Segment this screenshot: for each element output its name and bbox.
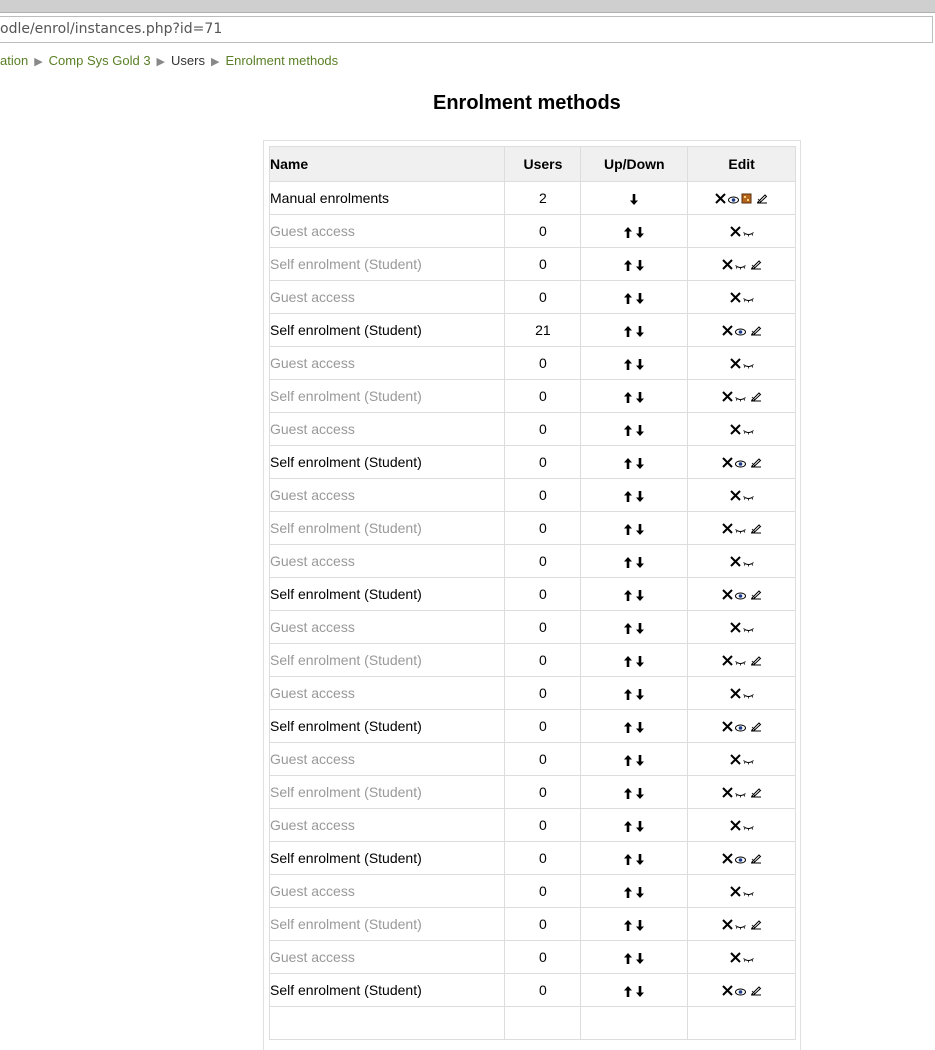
users-count: 0 bbox=[505, 809, 581, 842]
eye-icon[interactable] bbox=[735, 455, 746, 471]
arrow-down-icon[interactable] bbox=[634, 553, 646, 569]
breadcrumb bbox=[0, 53, 338, 68]
arrow-down-icon[interactable] bbox=[634, 718, 646, 734]
edit-cell bbox=[688, 677, 796, 710]
arrow-up-icon[interactable] bbox=[622, 586, 634, 602]
arrow-up-icon[interactable] bbox=[622, 652, 634, 668]
delete-icon[interactable] bbox=[730, 752, 741, 768]
table-row bbox=[270, 479, 796, 512]
settings-edit-icon[interactable] bbox=[750, 389, 762, 405]
delete-icon[interactable] bbox=[730, 884, 741, 900]
delete-icon[interactable] bbox=[722, 323, 733, 339]
delete-icon[interactable] bbox=[722, 455, 733, 471]
method-name: Self enrolment (Student) bbox=[270, 512, 505, 545]
updown-cell bbox=[581, 413, 688, 446]
eye-closed-icon[interactable] bbox=[743, 818, 754, 834]
breadcrumb-item-administration[interactable]: ation bbox=[0, 53, 29, 68]
arrow-down-icon[interactable] bbox=[628, 190, 640, 206]
users-count: 0 bbox=[505, 413, 581, 446]
table-row bbox=[270, 743, 796, 776]
arrow-up-icon[interactable] bbox=[622, 553, 634, 569]
arrow-down-icon[interactable] bbox=[634, 949, 646, 965]
users-count: 0 bbox=[505, 512, 581, 545]
edit-cell bbox=[688, 215, 796, 248]
delete-icon[interactable] bbox=[722, 983, 733, 999]
edit-cell bbox=[688, 1007, 796, 1040]
table-row bbox=[270, 1007, 796, 1040]
table-row bbox=[270, 281, 796, 314]
settings-edit-icon[interactable] bbox=[750, 587, 762, 603]
eye-closed-icon[interactable] bbox=[735, 653, 746, 669]
users-count: 0 bbox=[505, 545, 581, 578]
arrow-down-icon[interactable] bbox=[634, 916, 646, 932]
settings-edit-icon[interactable] bbox=[756, 191, 768, 207]
eye-closed-icon[interactable] bbox=[743, 290, 754, 306]
users-count: 2 bbox=[505, 182, 581, 215]
settings-edit-icon[interactable] bbox=[750, 719, 762, 735]
table-header-row bbox=[270, 147, 796, 182]
delete-icon[interactable] bbox=[715, 191, 726, 207]
settings-edit-icon[interactable] bbox=[750, 455, 762, 471]
table-row bbox=[270, 809, 796, 842]
edit-cell bbox=[688, 446, 796, 479]
users-count: 0 bbox=[505, 611, 581, 644]
arrow-up-icon[interactable] bbox=[622, 388, 634, 404]
arrow-up-icon[interactable] bbox=[622, 982, 634, 998]
table-row bbox=[270, 842, 796, 875]
table-row bbox=[270, 512, 796, 545]
edit-cell bbox=[688, 281, 796, 314]
method-name: Self enrolment (Student) bbox=[270, 908, 505, 941]
method-name: Self enrolment (Student) bbox=[270, 446, 505, 479]
method-name: Self enrolment (Student) bbox=[270, 578, 505, 611]
users-count: 0 bbox=[505, 281, 581, 314]
updown-cell bbox=[581, 776, 688, 809]
table-row bbox=[270, 545, 796, 578]
users-count: 0 bbox=[505, 380, 581, 413]
delete-icon[interactable] bbox=[730, 422, 741, 438]
settings-edit-icon[interactable] bbox=[750, 257, 762, 273]
eye-closed-icon[interactable] bbox=[743, 224, 754, 240]
updown-cell bbox=[581, 644, 688, 677]
delete-icon[interactable] bbox=[722, 851, 733, 867]
arrow-down-icon[interactable] bbox=[634, 817, 646, 833]
delete-icon[interactable] bbox=[730, 356, 741, 372]
table-row bbox=[270, 908, 796, 941]
delete-icon[interactable] bbox=[722, 785, 733, 801]
delete-icon[interactable] bbox=[722, 719, 733, 735]
updown-cell bbox=[581, 314, 688, 347]
eye-icon[interactable] bbox=[728, 191, 739, 207]
eye-closed-icon[interactable] bbox=[743, 488, 754, 504]
table-row bbox=[270, 776, 796, 809]
eye-closed-icon[interactable] bbox=[743, 950, 754, 966]
table-row bbox=[270, 578, 796, 611]
edit-cell bbox=[688, 314, 796, 347]
arrow-down-icon[interactable] bbox=[634, 883, 646, 899]
updown-cell bbox=[581, 182, 688, 215]
eye-closed-icon[interactable] bbox=[735, 917, 746, 933]
edit-cell bbox=[688, 842, 796, 875]
arrow-up-icon[interactable] bbox=[622, 322, 634, 338]
breadcrumb-item-users: Users bbox=[171, 53, 205, 68]
table-row bbox=[270, 215, 796, 248]
updown-cell bbox=[581, 347, 688, 380]
arrow-up-icon[interactable] bbox=[622, 916, 634, 932]
method-name: Self enrolment (Student) bbox=[270, 644, 505, 677]
table-row bbox=[270, 611, 796, 644]
edit-cell bbox=[688, 413, 796, 446]
users-count: 0 bbox=[505, 875, 581, 908]
method-name: Self enrolment (Student) bbox=[270, 710, 505, 743]
settings-edit-icon[interactable] bbox=[750, 653, 762, 669]
delete-icon[interactable] bbox=[722, 521, 733, 537]
updown-cell bbox=[581, 710, 688, 743]
arrow-up-icon[interactable] bbox=[622, 289, 634, 305]
edit-cell bbox=[688, 182, 796, 215]
delete-icon[interactable] bbox=[730, 818, 741, 834]
edit-cell bbox=[688, 710, 796, 743]
updown-cell bbox=[581, 974, 688, 1007]
table-row bbox=[270, 182, 796, 215]
updown-cell bbox=[581, 446, 688, 479]
arrow-down-icon[interactable] bbox=[634, 751, 646, 767]
edit-cell bbox=[688, 875, 796, 908]
edit-cell bbox=[688, 974, 796, 1007]
arrow-up-icon[interactable] bbox=[622, 949, 634, 965]
arrow-up-icon[interactable] bbox=[622, 454, 634, 470]
method-name: Guest access bbox=[270, 545, 505, 578]
updown-cell bbox=[581, 842, 688, 875]
users-count: 0 bbox=[505, 941, 581, 974]
method-name: Guest access bbox=[270, 479, 505, 512]
edit-cell bbox=[688, 743, 796, 776]
arrow-up-icon[interactable] bbox=[622, 685, 634, 701]
settings-edit-icon[interactable] bbox=[750, 983, 762, 999]
eye-closed-icon[interactable] bbox=[743, 422, 754, 438]
delete-icon[interactable] bbox=[730, 686, 741, 702]
method-name: Guest access bbox=[270, 281, 505, 314]
arrow-down-icon[interactable] bbox=[634, 784, 646, 800]
method-name: Guest access bbox=[270, 347, 505, 380]
arrow-up-icon[interactable] bbox=[622, 619, 634, 635]
users-count: 0 bbox=[505, 842, 581, 875]
arrow-down-icon[interactable] bbox=[634, 619, 646, 635]
eye-closed-icon[interactable] bbox=[743, 554, 754, 570]
table-row bbox=[270, 941, 796, 974]
updown-cell bbox=[581, 215, 688, 248]
updown-cell bbox=[581, 941, 688, 974]
table-row bbox=[270, 677, 796, 710]
arrow-down-icon[interactable] bbox=[634, 355, 646, 371]
delete-icon[interactable] bbox=[722, 587, 733, 603]
arrow-down-icon[interactable] bbox=[634, 685, 646, 701]
method-name: Self enrolment (Student) bbox=[270, 842, 505, 875]
updown-cell bbox=[581, 248, 688, 281]
delete-icon[interactable] bbox=[730, 290, 741, 306]
arrow-up-icon[interactable] bbox=[622, 718, 634, 734]
users-count: 0 bbox=[505, 644, 581, 677]
enrol-users-icon[interactable] bbox=[741, 191, 752, 207]
settings-edit-icon[interactable] bbox=[750, 521, 762, 537]
enrolment-methods-table bbox=[269, 146, 796, 1040]
users-count bbox=[505, 1007, 581, 1040]
eye-closed-icon[interactable] bbox=[735, 389, 746, 405]
updown-cell bbox=[581, 479, 688, 512]
delete-icon[interactable] bbox=[722, 917, 733, 933]
method-name: Self enrolment (Student) bbox=[270, 380, 505, 413]
updown-cell bbox=[581, 512, 688, 545]
method-name: Self enrolment (Student) bbox=[270, 974, 505, 1007]
table-container bbox=[263, 140, 801, 1050]
arrow-down-icon[interactable] bbox=[634, 454, 646, 470]
arrow-up-icon[interactable] bbox=[622, 883, 634, 899]
edit-cell bbox=[688, 578, 796, 611]
arrow-up-icon[interactable] bbox=[622, 520, 634, 536]
page-title: Enrolment methods bbox=[433, 92, 621, 114]
delete-icon[interactable] bbox=[730, 554, 741, 570]
eye-closed-icon[interactable] bbox=[735, 257, 746, 273]
users-count: 0 bbox=[505, 677, 581, 710]
edit-cell bbox=[688, 380, 796, 413]
breadcrumb-separator: ▶ bbox=[210, 56, 220, 68]
updown-cell bbox=[581, 1007, 688, 1040]
updown-cell bbox=[581, 908, 688, 941]
eye-icon[interactable] bbox=[735, 983, 746, 999]
updown-cell bbox=[581, 809, 688, 842]
arrow-up-icon[interactable] bbox=[622, 256, 634, 272]
eye-closed-icon[interactable] bbox=[743, 620, 754, 636]
table-row bbox=[270, 875, 796, 908]
eye-closed-icon[interactable] bbox=[743, 752, 754, 768]
updown-cell bbox=[581, 743, 688, 776]
address-url[interactable]: odle/enrol/instances.php?id=71 bbox=[0, 21, 223, 37]
edit-cell bbox=[688, 611, 796, 644]
method-name: Self enrolment (Student) bbox=[270, 248, 505, 281]
breadcrumb-separator: ▶ bbox=[156, 56, 166, 68]
edit-cell bbox=[688, 908, 796, 941]
users-count: 21 bbox=[505, 314, 581, 347]
users-count: 0 bbox=[505, 479, 581, 512]
method-name: Self enrolment (Student) bbox=[270, 776, 505, 809]
users-count: 0 bbox=[505, 908, 581, 941]
arrow-down-icon[interactable] bbox=[634, 982, 646, 998]
table-row bbox=[270, 446, 796, 479]
method-name: Self enrolment (Student) bbox=[270, 314, 505, 347]
arrow-up-icon[interactable] bbox=[622, 751, 634, 767]
method-name bbox=[270, 1007, 505, 1040]
column-header-name: Name bbox=[270, 147, 505, 182]
address-bar[interactable] bbox=[0, 16, 933, 43]
updown-cell bbox=[581, 545, 688, 578]
method-name: Guest access bbox=[270, 743, 505, 776]
edit-cell bbox=[688, 479, 796, 512]
method-name: Guest access bbox=[270, 875, 505, 908]
arrow-down-icon[interactable] bbox=[634, 520, 646, 536]
method-name: Manual enrolments bbox=[270, 182, 505, 215]
arrow-up-icon[interactable] bbox=[622, 421, 634, 437]
breadcrumb-item-course[interactable]: Comp Sys Gold 3 bbox=[48, 53, 151, 68]
updown-cell bbox=[581, 611, 688, 644]
arrow-down-icon[interactable] bbox=[634, 388, 646, 404]
delete-icon[interactable] bbox=[722, 653, 733, 669]
eye-icon[interactable] bbox=[735, 587, 746, 603]
table-row bbox=[270, 710, 796, 743]
edit-cell bbox=[688, 347, 796, 380]
updown-cell bbox=[581, 875, 688, 908]
users-count: 0 bbox=[505, 710, 581, 743]
breadcrumb-item-enrolment-methods[interactable]: Enrolment methods bbox=[225, 53, 339, 68]
method-name: Guest access bbox=[270, 215, 505, 248]
column-header-updown: Up/Down bbox=[581, 147, 688, 182]
table-row bbox=[270, 314, 796, 347]
eye-closed-icon[interactable] bbox=[743, 356, 754, 372]
eye-closed-icon[interactable] bbox=[735, 785, 746, 801]
arrow-down-icon[interactable] bbox=[634, 322, 646, 338]
users-count: 0 bbox=[505, 215, 581, 248]
delete-icon[interactable] bbox=[730, 488, 741, 504]
eye-icon[interactable] bbox=[735, 719, 746, 735]
users-count: 0 bbox=[505, 578, 581, 611]
method-name: Guest access bbox=[270, 611, 505, 644]
delete-icon[interactable] bbox=[730, 224, 741, 240]
table-row bbox=[270, 347, 796, 380]
updown-cell bbox=[581, 281, 688, 314]
arrow-down-icon[interactable] bbox=[634, 256, 646, 272]
edit-cell bbox=[688, 941, 796, 974]
browser-toolbar bbox=[0, 0, 935, 13]
settings-edit-icon[interactable] bbox=[750, 785, 762, 801]
edit-cell bbox=[688, 545, 796, 578]
updown-cell bbox=[581, 380, 688, 413]
method-name: Guest access bbox=[270, 809, 505, 842]
arrow-up-icon[interactable] bbox=[622, 223, 634, 239]
table-row bbox=[270, 413, 796, 446]
breadcrumb-separator: ▶ bbox=[34, 56, 43, 68]
edit-cell bbox=[688, 776, 796, 809]
edit-cell bbox=[688, 512, 796, 545]
users-count: 0 bbox=[505, 743, 581, 776]
arrow-up-icon[interactable] bbox=[622, 850, 634, 866]
arrow-down-icon[interactable] bbox=[634, 487, 646, 503]
arrow-up-icon[interactable] bbox=[622, 817, 634, 833]
settings-edit-icon[interactable] bbox=[750, 851, 762, 867]
settings-edit-icon[interactable] bbox=[750, 917, 762, 933]
table-row bbox=[270, 644, 796, 677]
users-count: 0 bbox=[505, 347, 581, 380]
arrow-down-icon[interactable] bbox=[634, 223, 646, 239]
arrow-down-icon[interactable] bbox=[634, 652, 646, 668]
method-name: Guest access bbox=[270, 941, 505, 974]
eye-closed-icon[interactable] bbox=[743, 884, 754, 900]
settings-edit-icon[interactable] bbox=[750, 323, 762, 339]
delete-icon[interactable] bbox=[722, 389, 733, 405]
eye-icon[interactable] bbox=[735, 323, 746, 339]
edit-cell bbox=[688, 809, 796, 842]
method-name: Guest access bbox=[270, 677, 505, 710]
eye-closed-icon[interactable] bbox=[735, 521, 746, 537]
users-count: 0 bbox=[505, 248, 581, 281]
edit-cell bbox=[688, 644, 796, 677]
eye-closed-icon[interactable] bbox=[743, 686, 754, 702]
table-row bbox=[270, 248, 796, 281]
delete-icon[interactable] bbox=[730, 950, 741, 966]
arrow-down-icon[interactable] bbox=[634, 421, 646, 437]
arrow-down-icon[interactable] bbox=[634, 586, 646, 602]
table-row bbox=[270, 380, 796, 413]
arrow-down-icon[interactable] bbox=[634, 289, 646, 305]
arrow-up-icon[interactable] bbox=[622, 355, 634, 371]
delete-icon[interactable] bbox=[722, 257, 733, 273]
column-header-users: Users bbox=[505, 147, 581, 182]
updown-cell bbox=[581, 578, 688, 611]
eye-icon[interactable] bbox=[735, 851, 746, 867]
arrow-up-icon[interactable] bbox=[622, 487, 634, 503]
updown-cell bbox=[581, 677, 688, 710]
users-count: 0 bbox=[505, 974, 581, 1007]
table-row bbox=[270, 974, 796, 1007]
method-name: Guest access bbox=[270, 413, 505, 446]
delete-icon[interactable] bbox=[730, 620, 741, 636]
arrow-up-icon[interactable] bbox=[622, 784, 634, 800]
users-count: 0 bbox=[505, 776, 581, 809]
users-count: 0 bbox=[505, 446, 581, 479]
column-header-edit: Edit bbox=[688, 147, 796, 182]
arrow-down-icon[interactable] bbox=[634, 850, 646, 866]
edit-cell bbox=[688, 248, 796, 281]
